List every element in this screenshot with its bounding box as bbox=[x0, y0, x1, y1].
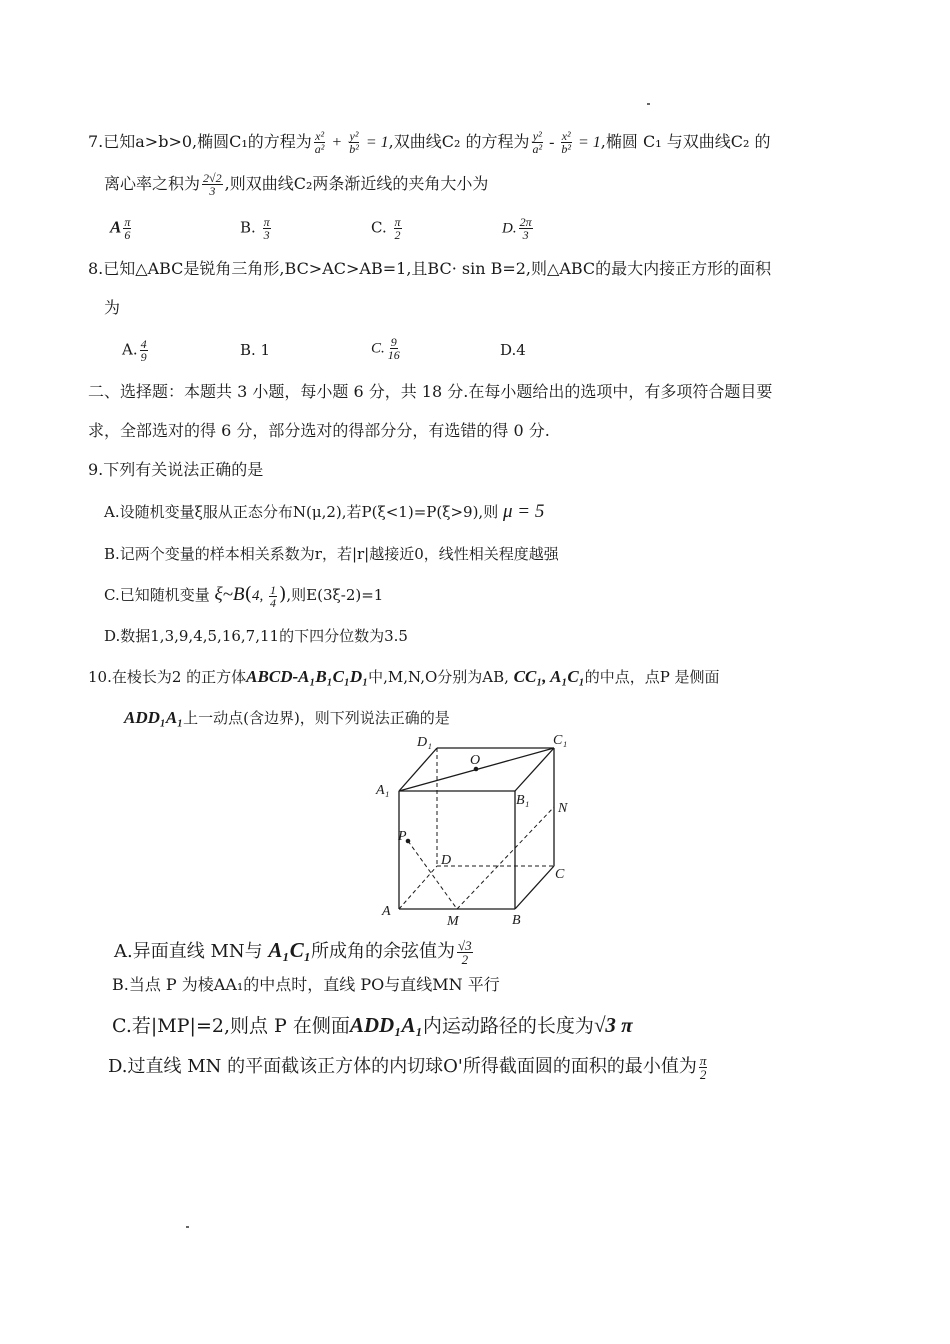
label-c: C bbox=[555, 867, 565, 882]
q9-option-b: B.记两个变量的样本相关系数为r，若|r|越接近0，线性相关程度越强 bbox=[104, 545, 559, 563]
label-a: A bbox=[382, 904, 391, 919]
q7-text: ,椭圆 C₁ 与双曲线C₂ 的 bbox=[600, 132, 771, 151]
q7-text: ,双曲线C₂ 的方程为 bbox=[388, 132, 530, 151]
label-p: P bbox=[398, 829, 407, 844]
q7-option-a: A $\frac{\pi}{6}$ bbox=[110, 215, 131, 242]
q7-text: 离心率之积为 bbox=[104, 174, 201, 193]
edge-b1c1 bbox=[515, 748, 554, 791]
label-d1: D₁ bbox=[417, 735, 432, 750]
q10-line2: ADD₁A₁上一动点(含边界)，则下列说法正确的是 bbox=[124, 708, 450, 727]
label-o: O bbox=[470, 753, 481, 768]
hyperbola-term-y: $\frac{\text{y²}}{\text{a²}}$ bbox=[532, 129, 543, 156]
hyperbola-term-x: $\frac{\text{x²}}{\text{b²}}$ bbox=[561, 129, 571, 156]
label-n: N bbox=[558, 801, 568, 816]
q10-line1: 10.在棱长为2 的正方体ABCD-A₁B₁C₁D₁中,M,N,O分别为AB, CC₁, A₁C₁的中点，点P 是侧面 bbox=[88, 667, 720, 686]
q10-option-d: D.过直线 MN 的平面截该正方体的内切球O'所得截面圆的面积的最小值为 $\frac{\pi}{2}$ bbox=[108, 1052, 707, 1082]
label-b1: B₁ bbox=[516, 793, 530, 808]
line-pm bbox=[408, 841, 457, 909]
q8-option-b: B. 1 bbox=[240, 341, 271, 359]
label-d: D bbox=[441, 853, 452, 868]
eccentricity-product: $\frac{2√2}{3}$ bbox=[203, 171, 222, 198]
q7-line1: 7.已知a>b>0,椭圆C₁的方程为 $\frac{\text{x²}}{\text{a²}}$ + $\frac{\text{y²}}{\text{b²}}$ = 1,双曲线C₂ 的方程为 $\frac{\text{y²}}{\text{a²}}$ - $\frac{\text{x²}}{\text{b²}}$ = 1,椭圆 C₁ 与双曲线C₂ 的 bbox=[88, 129, 771, 156]
q9-stem: 9.下列有关说法正确的是 bbox=[88, 460, 264, 479]
speck bbox=[647, 103, 650, 105]
q9-option-d: D.数据1,3,9,4,5,16,7,11的下四分位数为3.5 bbox=[104, 627, 408, 645]
q8-option-c: C. $\frac{9}{16}$ bbox=[371, 335, 400, 362]
label-m: M bbox=[447, 914, 459, 928]
line-mn bbox=[457, 807, 554, 909]
q7-line2 bbox=[104, 172, 488, 197]
q8-line2: 为 bbox=[104, 298, 121, 317]
q8-option-d: D.4 bbox=[500, 341, 526, 359]
q8-option-a: A. $\frac{4}{9}$ bbox=[122, 337, 147, 364]
q7-option-d: D. $\frac{2\pi}{3}$ bbox=[502, 215, 532, 242]
q9-option-c: C.已知随机变量 ξ~B(4, $\frac{1}{4}$ ),则E(3ξ-2)=1 bbox=[104, 582, 384, 610]
q8-line1: 8.已知△ABC是锐角三角形,BC>AC>AB=1,且BC· sin B=2,则△ABC的最大内接正方形的面积 bbox=[88, 259, 772, 278]
q10-option-b: B.当点 P 为棱AA₁的中点时，直线 PO与直线MN 平行 bbox=[112, 975, 500, 994]
speck bbox=[186, 1226, 189, 1228]
q7-option-c: C. $\frac{\pi}{2}$ bbox=[371, 215, 401, 242]
q7-text: 7.已知a>b>0,椭圆C₁的方程为 bbox=[88, 132, 312, 151]
section2-line2: 求，全部选对的得 6 分，部分选对的得部分分，有选错的得 0 分. bbox=[88, 421, 550, 440]
q7-text: ,则双曲线C₂两条渐近线的夹角大小为 bbox=[224, 174, 489, 193]
q10-option-c: C.若|MP|=2,则点 P 在侧面ADD₁A₁内运动路径的长度为√3 π bbox=[112, 1013, 633, 1037]
q10-option-a: A.异面直线 MN与 A₁C₁所成角的余弦值为 $\frac{√3}{2}$ bbox=[114, 937, 472, 967]
label-c1: C₁ bbox=[553, 733, 568, 748]
q9-option-a: A.设随机变量ξ服从正态分布N(μ,2),若P(ξ<1)=P(ξ>9),则 μ = 5 bbox=[104, 501, 545, 522]
ellipse-term-y: $\frac{\text{y²}}{\text{b²}}$ bbox=[349, 129, 359, 156]
q7-option-b: B. $\frac{\pi}{3}$ bbox=[240, 215, 270, 242]
edge-a1d1 bbox=[399, 748, 437, 791]
ellipse-term-x: $\frac{\text{x²}}{\text{a²}}$ bbox=[314, 129, 325, 156]
hidden-edge-ad bbox=[399, 866, 437, 909]
label-b: B bbox=[512, 913, 521, 928]
cube-figure bbox=[370, 728, 585, 928]
label-a1: A₁ bbox=[376, 783, 390, 798]
edge-bc bbox=[515, 866, 554, 909]
section2-line1: 二、选择题：本题共 3 小题，每小题 6 分，共 18 分.在每小题给出的选项中，有多项符合题目要 bbox=[88, 382, 773, 401]
